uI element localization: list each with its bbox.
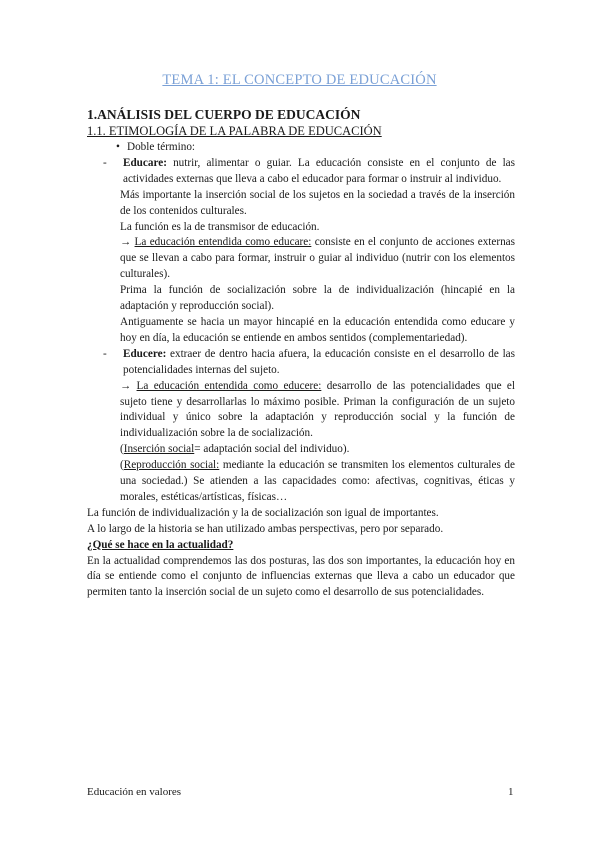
educare-definition: nutrir, alimentar o guiar. La educación consiste en el conjunto de las actividades externas que lleva a cabo el educador para formar o instruir al individuo. [123, 156, 515, 185]
insercion-social-text: = adaptación social del individuo). [194, 443, 350, 456]
educare-paragraph-3 [87, 235, 515, 283]
document-body [87, 140, 515, 601]
educere-item [87, 347, 515, 379]
question-heading: ¿Qué se hace en la actualidad? [87, 538, 234, 551]
paren-open: ( [120, 459, 124, 472]
educere-concept-label: La educación entendida como educere: [136, 379, 322, 392]
educere-paragraph-2 [87, 442, 515, 458]
educare-concept-text: consiste en el conjunto de acciones externas que se llevan a cabo para formar, instruir o guiar al individuo (nutrir con los elementos culturales). [120, 236, 516, 281]
bullet-text: Doble término: [127, 141, 196, 153]
answer-paragraph: En la actualidad comprendemos las dos posturas, las dos son importantes, la educación hoy en día se entiende como el conjunto de influencias externas que lleva a cabo un educador que permiten tanto la inserción social de un sujeto como el desarrollo de sus potencialidades. [87, 554, 515, 599]
educere-paragraph-1 [87, 379, 515, 443]
educare-item [87, 156, 515, 188]
educere-definition: extraer de dentro hacia afuera, la educación consiste en el desarrollo de las potencialidades internas del sujeto. [123, 347, 515, 376]
bullet-item [87, 140, 515, 156]
educere-term: Educere: [123, 347, 167, 360]
educere-paragraph-3 [87, 458, 515, 506]
paren-open: ( [120, 443, 124, 456]
educare-term: Educare: [123, 156, 167, 169]
arrow-icon: → [120, 236, 135, 249]
footer-text: Educación en valores [87, 786, 182, 798]
paragraph-history: A lo largo de la historia se han utilizado ambas perspectivas, pero por separado. [87, 522, 444, 535]
insercion-social-label: Inserción social [123, 443, 195, 456]
page-number: 1 [508, 786, 514, 798]
subsection-heading: 1.1. ETIMOLOGÍA DE LA PALABRA DE EDUCACIÓN [87, 124, 382, 138]
dash-icon: - [103, 347, 107, 360]
educare-paragraph-2: La función es la de transmisor de educación. [120, 220, 320, 233]
educare-paragraph-4: Prima la función de socialización sobre la de individualización (hincapié en la adaptación y reproducción social). [120, 284, 515, 313]
educare-concept-label: La educación entendida como educare: [134, 236, 312, 249]
paragraph-individualization: La función de individualización y la de socialización son igual de importantes. [87, 506, 439, 519]
educere-concept-text: desarrollo de las potencialidades que el sujeto tiene y desarrollarlas lo máximo posible. Priman la configuración de un sujeto individual y único sobre la adaptación y reproducción social y la función de individualización sobre la de socialización. [120, 379, 516, 440]
section-heading: 1.ANÁLISIS DEL CUERPO DE EDUCACIÓN [87, 107, 361, 122]
page-title: TEMA 1: EL CONCEPTO DE EDUCACIÓN [162, 72, 437, 88]
reproduccion-social-text: mediante la educación se transmiten los elementos culturales de una sociedad.) Se atienden a las capacidades como: afectivas, cognitivas, éticas y morales, estéticas/artísticas, físicas… [120, 459, 515, 503]
bullet-icon: • [116, 141, 120, 153]
educare-paragraph-1: Más importante la inserción social de los sujetos en la sociedad a través de la inserción de los contenidos culturales. [120, 188, 515, 217]
reproduccion-social-label: Reproducción social: [123, 459, 220, 472]
dash-icon: - [103, 156, 107, 169]
arrow-icon: → [120, 379, 137, 392]
educare-paragraph-5: Antiguamente se hacia un mayor hincapié en la educación entendida como educare y hoy en día, la educación se entiende en ambos sentidos (complementariedad). [120, 315, 515, 344]
